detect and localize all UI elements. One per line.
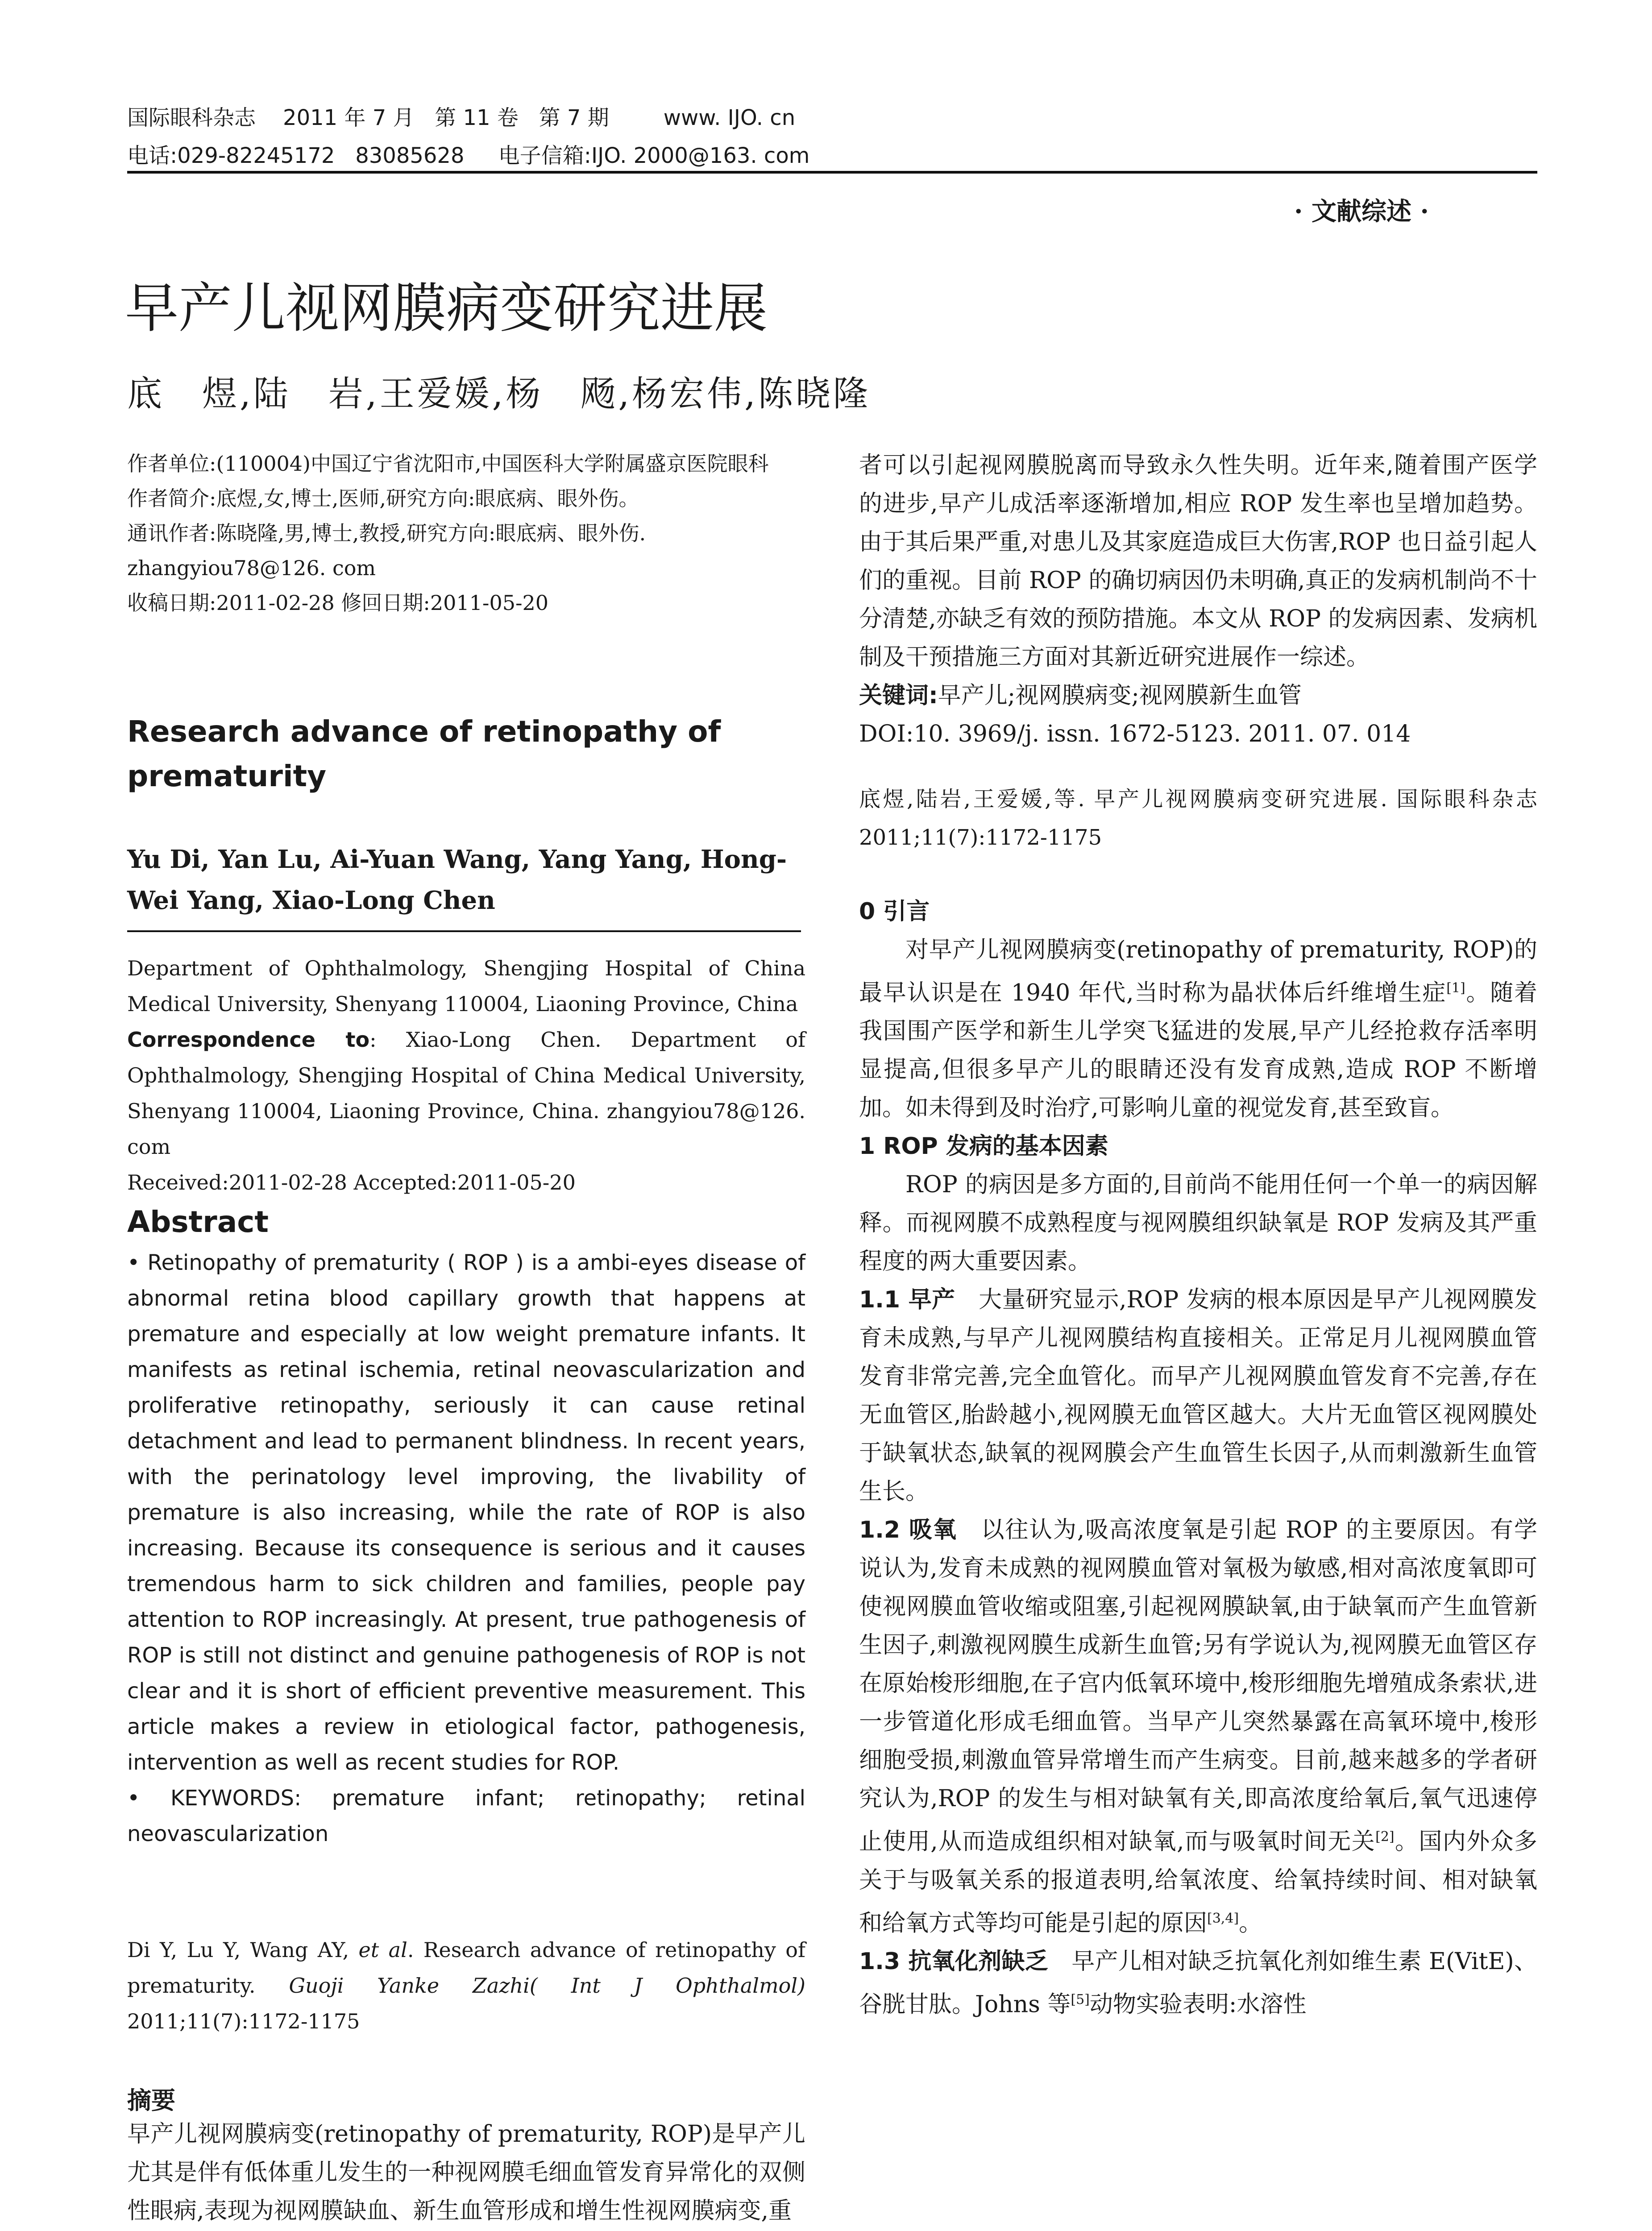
- cn-keywords: 关键词:早产儿;视网膜病变;视网膜新生血管: [859, 682, 1302, 709]
- article-title: 早产儿视网膜病变研究进展: [125, 278, 768, 340]
- correspondence: [127, 1022, 805, 1165]
- section-1-text: ROP 的病因是多方面的,目前尚不能用任何一个单一的病因解释。而视网膜不成熟程度与视网膜组织缺氧是 ROP 发病及其严重程度的两大重要因素。: [859, 1171, 1537, 1275]
- correspondence-label: Correspondence to: [127, 1028, 370, 1052]
- authors-cn: 底 煜,陆 岩,王爱媛,杨 飏,杨宏伟,陈晓隆: [127, 374, 871, 414]
- cn-keywords-block: [859, 676, 1537, 753]
- section-1-1: 1.1 早产 大量研究显示,ROP 发病的根本原因是早产儿视网膜发育未成熟,与早产儿视网膜结构直接相关。正常足月儿视网膜血管发育非常完善,完全血管化。而早产儿视网膜血管发育不完善,存在无血管区,胎龄越小,视网膜无血管区越大。大片无血管区视网膜处于缺氧状态,缺氧的视网膜会产生血管生长因子,从而刺激新生血管生长。: [859, 1286, 1537, 1505]
- english-abstract: [127, 1245, 805, 1852]
- cn-abstract-text: 早产儿视网膜病变(retinopathy of prematurity, ROP)是早产儿尤其是伴有低体重儿发生的一种视网膜毛细血管发育异常化的双侧性眼病,表现为视网膜缺血、新生血管形成和增生性视网膜病变,重: [127, 2121, 805, 2224]
- journal-header-line2: 电话:029-82245172 83085628 电子信箱:IJO. 2000@163. com: [127, 143, 810, 168]
- author-unit: 作者单位:(110004)中国辽宁省沈阳市,中国医科大学附属盛京医院眼科: [127, 452, 769, 476]
- cn-abstract-flow: [127, 2115, 805, 2230]
- section-1-3: 1.3 抗氧化剂缺乏 早产儿相对缺乏抗氧化剂如维生素 E(VitE)、谷胱甘肽。Johns 等[5]动物实验表明:水溶性: [859, 1948, 1537, 2018]
- journal-header-line1: 国际眼科杂志 2011 年 7 月 第 11 卷 第 7 期 www. IJO. cn: [127, 105, 796, 130]
- section-0-heading: 0 引言: [859, 898, 930, 925]
- received-dates: 收稿日期:2011-02-28 修回日期:2011-05-20: [127, 591, 549, 615]
- english-citation: Di Y, Lu Y, Wang AY, et al. Research advance of retinopathy of prematurity. Guoji Yanke Zazhi( Int J Ophthalmol) 2011;11(7):1172-1175: [127, 1938, 806, 2033]
- abstract-heading: Abstract: [127, 1205, 269, 1239]
- department: Department of Ophthalmology, Shengjing Hospital of China Medical University, Shenyang 110004, Liaoning Province, China: [127, 956, 805, 1016]
- section-1-2: 1.2 吸氧 以往认为,吸高浓度氧是引起 ROP 的主要原因。有学说认为,发育未成熟的视网膜血管对氧极为敏感,相对高浓度氧即可使视网膜血管收缩或阻塞,引起视网膜缺氧,由于缺氧而产生血管新生因子,刺激视网膜生成新生血管;另有学说认为,视网膜无血管区存在原始梭形细胞,在子宫内低氧环境中,梭形细胞先增殖成条索状,进一步管道化形成毛细血管。当早产儿突然暴露在高氧环境中,梭形细胞受损,刺激血管异常增生而产生病变。目前,越来越多的学者研究认为,ROP 的发生与相对缺氧有关,即高浓度给氧后,氧气迅速停止使用,从而造成组织相对缺氧,而与吸氧时间无关[2]。国内外众多关于与吸氧关系的报道表明,给氧浓度、给氧持续时间、相对缺氧和给氧方式等均可能是引起的原因[3,4]。: [859, 1517, 1537, 1937]
- cn-keywords-label: 关键词:: [859, 682, 938, 709]
- abstract-keywords: • KEYWORDS: premature infant; retinopathy; retinal neovascularization: [127, 1786, 805, 1846]
- correspondence-text: : Xiao-Long Chen. Department of Ophthalmology, Shengjing Hospital of China Medical University, Shenyang 110004, Liaoning Province, China. zhangyiou78@126. com: [127, 1028, 805, 1159]
- doi: DOI:10. 3969/j. issn. 1672-5123. 2011. 07. 014: [859, 721, 1411, 747]
- english-affiliation: [127, 950, 805, 1200]
- english-title: Research advance of retinopathy of prematurity: [127, 714, 721, 793]
- abstract-text: • Retinopathy of prematurity ( ROP ) is a ambi-eyes disease of abnormal retina blood capillary growth that happens at premature and especially at low weight premature infants. It manifests as retinal ischemia, retinal neovascularization and proliferative retinopathy, seriously it can cause retinal detachment and lead to permanent blindness. In recent years, with the perinatology level improving, the livability of premature is also increasing, while the rate of ROP is also increasing. Because its consequence is serious and it causes tremendous harm to sick children and families, people pay attention to ROP increasingly. At present, true pathogenesis of ROP is still not distinct and genuine pathogenesis of ROP is not clear and it is short of efficient preventive measurement. This article makes a review in etiological factor, pathogenesis, intervention as well as recent studies for ROP.: [127, 1250, 805, 1775]
- author-bio: 作者简介:底煜,女,博士,医师,研究方向:眼底病、眼外伤。: [127, 486, 639, 510]
- author-info: [127, 446, 805, 620]
- english-authors: Yu Di, Yan Lu, Ai-Yuan Wang, Yang Yang, Hong-Wei Yang, Xiao-Long Chen: [127, 845, 787, 915]
- section-tag: · 文献综述 ·: [1294, 197, 1429, 226]
- cn-abstract-continued: 者可以引起视网膜脱离而导致永久性失明。近年来,随着围产医学的进步,早产儿成活率逐渐增加,相应 ROP 发生率也呈增加趋势。由于其后果严重,对患儿及其家庭造成巨大伤害,ROP 也日益引起人们的重视。目前 ROP 的确切病因仍未明确,真正的发病机制尚不十分清楚,亦缺乏有效的预防措施。本文从 ROP 的发病因素、发病机制及干预措施三方面对其新近研究进展作一综述。: [859, 452, 1537, 671]
- section-0-text: 对早产儿视网膜病变(retinopathy of prematurity, ROP)的最早认识是在 1940 年代,当时称为晶状体后纤维增生症[1]。随着我国围产医学和新生儿学突飞猛进的发展,早产儿经抢救存活率明显提高,但很多早产儿的眼睛还没有发育成熟,造成 ROP 不断增加。如未得到及时治疗,可影响儿童的视觉发育,甚至致盲。: [859, 937, 1537, 1122]
- en-authors-rule: [127, 930, 801, 932]
- en-dates: Received:2011-02-28 Accepted:2011-05-20: [127, 1170, 576, 1194]
- cn-citation: 底煜,陆岩,王爱媛,等. 早产儿视网膜病变研究进展. 国际眼科杂志 2011;11(7):1172-1175: [859, 787, 1537, 850]
- cn-abstract-heading: 摘要: [127, 2086, 175, 2115]
- header-rule: [127, 171, 1537, 174]
- body-text: [859, 892, 1537, 2024]
- cn-abstract-continued-block: [859, 446, 1537, 676]
- corresponding-author: 通讯作者:陈晓隆,男,博士,教授,研究方向:眼底病、眼外伤. zhangyiou78@126. com: [127, 521, 646, 580]
- section-1-heading: 1 ROP 发病的基本因素: [859, 1133, 1108, 1160]
